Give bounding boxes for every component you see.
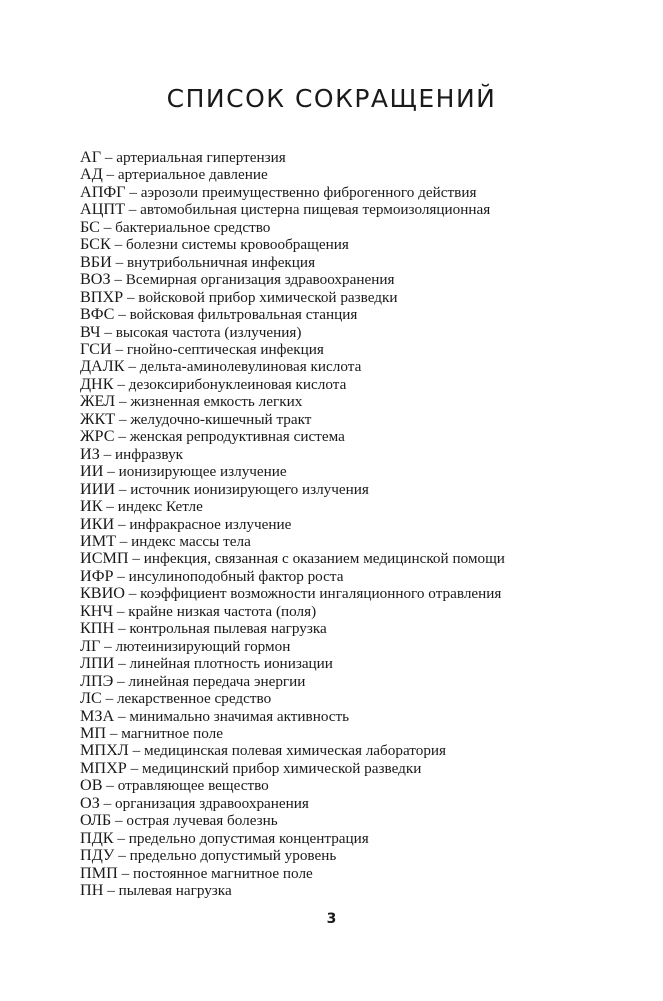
abbreviation-definition: линейная передача энергии (128, 672, 306, 690)
abbreviation-term: ПМП (80, 863, 118, 882)
abbreviation-separator: – (111, 812, 127, 830)
abbreviation-entry (80, 777, 650, 794)
abbreviation-term: ЖРС (80, 427, 115, 446)
abbreviation-entry (80, 324, 650, 341)
abbreviation-entry (80, 498, 650, 515)
abbreviation-separator: – (124, 358, 140, 376)
abbreviation-entry (80, 481, 650, 498)
abbreviation-entry (80, 812, 650, 829)
abbreviation-entry (80, 795, 650, 812)
abbreviation-term: ЛПЭ (80, 671, 114, 690)
abbreviation-term: ИК (80, 497, 103, 516)
abbreviation-definition: медицинская полевая химическая лаборатория (143, 742, 447, 760)
abbreviation-definition: желудочно-кишечный тракт (130, 410, 312, 428)
abbreviation-definition: источник ионизирующего излучения (130, 480, 369, 498)
abbreviation-separator: – (114, 847, 130, 865)
abbreviation-separator: – (128, 550, 144, 568)
abbreviation-separator: – (102, 777, 118, 795)
abbreviation-definition: войсковая фильтровальная станция (129, 306, 358, 324)
abbreviation-term: ИФР (80, 566, 114, 585)
abbreviation-separator: – (115, 532, 132, 550)
abbreviation-separator: – (115, 393, 131, 411)
abbreviation-entry (80, 306, 650, 323)
abbreviation-separator: – (123, 288, 139, 306)
abbreviation-entry (80, 428, 650, 445)
abbreviation-term: ВЧ (80, 322, 101, 341)
abbreviation-term: ЛПИ (80, 654, 115, 673)
abbreviation-definition: Всемирная организация здравоохранения (125, 271, 395, 289)
abbreviation-term: ПДУ (80, 846, 115, 865)
abbreviation-term: ВБИ (80, 252, 112, 271)
abbreviation-term: МП (80, 723, 107, 742)
abbreviation-separator: – (103, 463, 119, 481)
abbreviation-definition: минимально значимая активность (129, 707, 350, 725)
abbreviation-separator: – (114, 620, 130, 638)
abbreviation-entry (80, 725, 650, 742)
abbreviation-term: АЦПТ (80, 200, 125, 219)
abbreviation-separator: – (101, 690, 117, 708)
abbreviation-definition: высокая частота (излучения) (115, 323, 302, 341)
abbreviation-entry (80, 620, 650, 637)
abbreviation-term: ЛС (80, 689, 102, 708)
abbreviation-definition: гнойно-септическая инфекция (126, 340, 324, 358)
abbreviation-separator: – (113, 567, 129, 585)
abbreviation-entry (80, 655, 650, 672)
abbreviation-term: МПХЛ (80, 741, 129, 760)
abbreviation-separator: – (114, 655, 130, 673)
abbreviation-entry (80, 393, 650, 410)
abbreviation-separator: – (101, 149, 117, 166)
abbreviation-term: ИСМП (80, 549, 129, 568)
abbreviation-definition: пылевая нагрузка (118, 882, 232, 900)
abbreviation-entry (80, 760, 650, 777)
abbreviation-definition: аэрозоли преимущественно фиброгенного действия (140, 183, 477, 201)
abbreviation-entry (80, 236, 650, 253)
abbreviation-entry (80, 673, 650, 690)
abbreviation-term: ИКИ (80, 514, 115, 533)
abbreviation-term: ВПХР (80, 287, 124, 306)
abbreviation-definition: инфразвук (115, 445, 184, 463)
abbreviation-term: ПН (80, 881, 104, 900)
abbreviation-separator: – (111, 253, 127, 271)
abbreviation-definition: войсковой прибор химической разведки (138, 288, 398, 306)
abbreviation-entry (80, 533, 650, 550)
abbreviation-term: ПДК (80, 828, 114, 847)
abbreviation-definition: дезоксирибонуклеиновая кислота (128, 375, 347, 393)
abbreviation-definition: острая лучевая болезнь (126, 812, 278, 830)
abbreviation-separator: – (124, 585, 141, 603)
abbreviation-definition: магнитное поле (121, 724, 223, 742)
abbreviation-separator: – (126, 759, 142, 777)
abbreviation-entry (80, 358, 650, 375)
abbreviation-separator: – (113, 602, 129, 620)
abbreviation-term: АГ (80, 148, 102, 166)
abbreviation-separator: – (113, 375, 129, 393)
abbreviation-definition: лютеинизирующий гормон (115, 637, 291, 655)
abbreviation-definition: женская репродуктивная система (129, 428, 345, 446)
abbreviation-separator: – (106, 724, 122, 742)
abbreviation-term: КПН (80, 619, 115, 638)
abbreviation-entry (80, 341, 650, 358)
abbreviation-term: БС (80, 217, 100, 236)
abbreviation-term: АПФГ (80, 182, 126, 201)
abbreviation-definition: индекс массы тела (131, 532, 251, 550)
abbreviation-separator: – (102, 498, 118, 516)
abbreviation-term: ИМТ (80, 531, 116, 550)
abbreviation-entry (80, 149, 650, 166)
page-number: 3 (326, 911, 337, 927)
abbreviation-definition: индекс Кетле (117, 498, 203, 516)
abbreviation-definition: автомобильная цистерна пищевая термоизоляционная (140, 201, 491, 219)
abbreviation-definition: внутрибольничная инфекция (126, 253, 316, 271)
abbreviation-entry (80, 550, 650, 567)
abbreviation-term: ДАЛК (80, 357, 125, 376)
abbreviation-entry (80, 289, 650, 306)
abbreviation-term: ВОЗ (80, 270, 111, 289)
abbreviation-separator: – (113, 829, 129, 847)
abbreviation-separator: – (113, 672, 129, 690)
abbreviation-separator: – (114, 707, 130, 725)
abbreviation-separator: – (115, 410, 131, 428)
abbreviation-separator: – (125, 183, 141, 201)
abbreviation-entry (80, 690, 650, 707)
abbreviation-term: АД (80, 165, 103, 184)
abbreviation-separator: – (99, 445, 115, 463)
abbreviation-term: ИИИ (80, 479, 116, 498)
abbreviation-definition: ионизирующее излучение (118, 463, 287, 481)
abbreviation-definition: линейная плотность ионизации (129, 655, 333, 673)
abbreviation-entry (80, 568, 650, 585)
abbreviation-separator: – (100, 637, 116, 655)
abbreviation-separator: – (115, 480, 131, 498)
abbreviation-entry (80, 847, 650, 864)
abbreviation-entry (80, 516, 650, 533)
abbreviation-entry (80, 254, 650, 271)
abbreviation-entry (80, 201, 650, 218)
abbreviation-entry (80, 166, 650, 183)
abbreviation-definition: артериальное давление (117, 166, 268, 184)
abbreviation-definition: медицинский прибор химической разведки (141, 759, 422, 777)
abbreviation-term: ЛГ (80, 636, 101, 655)
abbreviation-entry (80, 638, 650, 655)
abbreviation-definition: организация здравоохранения (115, 794, 309, 812)
abbreviation-entry (80, 411, 650, 428)
abbreviation-separator: – (110, 271, 126, 289)
abbreviation-separator: – (99, 794, 115, 812)
abbreviation-separator: – (111, 340, 127, 358)
abbreviation-term: ОЛБ (80, 811, 112, 830)
abbreviation-definition: инфракрасное излучение (129, 515, 292, 533)
abbreviation-term: МПХР (80, 758, 127, 777)
abbreviation-definition: артериальная гипертензия (116, 149, 286, 166)
abbreviation-separator: – (114, 428, 130, 446)
abbreviation-separator: – (114, 306, 130, 324)
abbreviation-definition: жизненная емкость легких (130, 393, 303, 411)
abbreviation-separator: – (102, 166, 118, 184)
abbreviation-term: ИИ (80, 462, 104, 481)
abbreviation-definition: болезни системы кровообращения (125, 236, 349, 254)
abbreviation-entry (80, 376, 650, 393)
abbreviation-term: ЖКТ (80, 409, 116, 428)
abbreviation-term: ОЗ (80, 793, 100, 812)
abbreviation-separator: – (100, 323, 116, 341)
abbreviation-term: КНЧ (80, 601, 114, 620)
abbreviation-term: БСК (80, 235, 111, 254)
abbreviation-separator: – (110, 236, 126, 254)
abbreviation-list (80, 149, 650, 899)
abbreviation-term: ЖЕЛ (80, 392, 116, 411)
abbreviation-entry (80, 271, 650, 288)
abbreviation-definition: отравляющее вещество (117, 777, 269, 795)
abbreviation-entry (80, 585, 650, 602)
abbreviation-separator: – (114, 515, 130, 533)
abbreviation-separator: – (124, 201, 141, 219)
abbreviation-separator: – (117, 864, 133, 882)
abbreviation-definition: постоянное магнитное поле (132, 864, 313, 882)
abbreviation-definition: бактериальное средство (115, 218, 271, 236)
abbreviation-separator: – (128, 742, 144, 760)
abbreviation-definition: крайне низкая частота (поля) (128, 602, 317, 620)
abbreviation-term: ДНК (80, 374, 114, 393)
abbreviation-separator: – (103, 882, 119, 900)
abbreviation-definition: инсулиноподобный фактор роста (128, 567, 344, 585)
abbreviation-term: КВИО (80, 584, 125, 603)
abbreviation-entry (80, 446, 650, 463)
abbreviation-definition: контрольная пылевая нагрузка (129, 620, 327, 638)
abbreviation-definition: предельно допустимый уровень (129, 847, 337, 865)
abbreviation-definition: коэффициент возможности ингаляционного отравления (140, 585, 502, 603)
abbreviation-term: ИЗ (80, 444, 100, 463)
abbreviation-entry (80, 830, 650, 847)
abbreviation-term: ГСИ (80, 339, 112, 358)
abbreviation-definition: лекарственное средство (116, 690, 272, 708)
abbreviation-entry (80, 184, 650, 201)
abbreviation-term: ОВ (80, 776, 103, 795)
abbreviation-definition: инфекция, связанная с оказанием медицинской помощи (143, 550, 505, 568)
abbreviation-entry (80, 865, 650, 882)
abbreviation-separator: – (99, 218, 116, 236)
abbreviation-entry (80, 742, 650, 759)
abbreviation-entry (80, 882, 650, 899)
abbreviation-term: МЗА (80, 706, 115, 725)
abbreviation-entry (80, 708, 650, 725)
abbreviation-definition: предельно допустимая концентрация (128, 829, 369, 847)
abbreviation-entry (80, 603, 650, 620)
page-title: СПИСОК СОКРАЩЕНИЙ (166, 84, 497, 113)
abbreviation-entry (80, 219, 650, 236)
abbreviation-term: ВФС (80, 305, 115, 324)
abbreviation-entry (80, 463, 650, 480)
abbreviation-definition: дельта-аминолевулиновая кислота (139, 358, 362, 376)
